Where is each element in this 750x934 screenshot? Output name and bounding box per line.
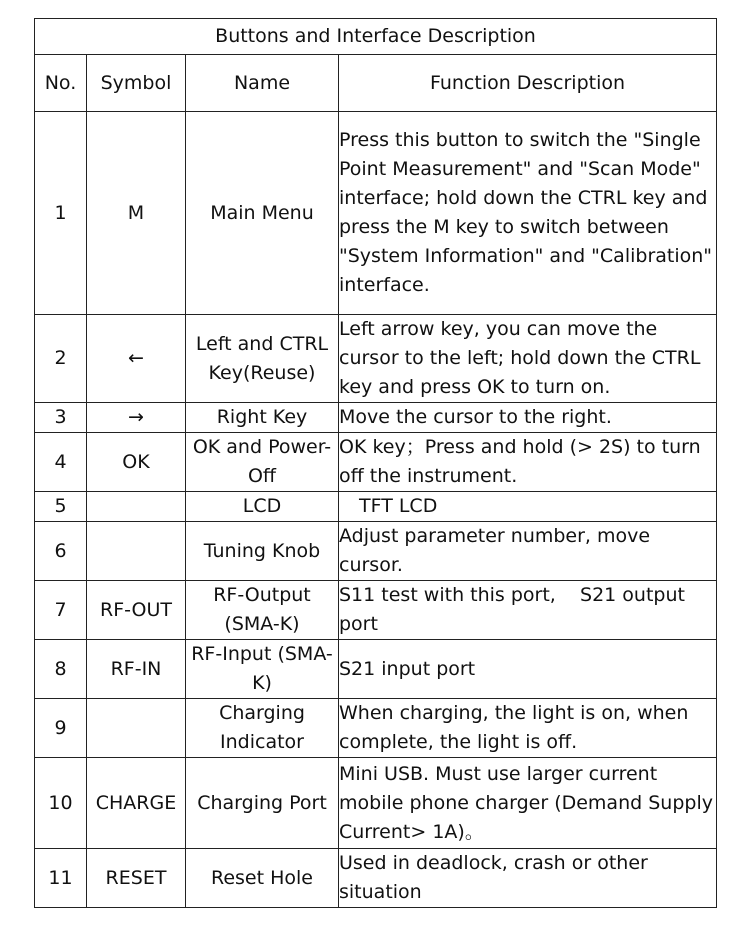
row-name: Tuning Knob (186, 522, 339, 581)
row-description: Used in deadlock, crash or other situation (339, 849, 717, 908)
buttons-interface-table (34, 18, 717, 908)
row-description: Adjust parameter number, move cursor. (339, 522, 717, 581)
row-symbol (87, 522, 186, 581)
row-symbol: RESET (87, 849, 186, 908)
row-symbol: RF-OUT (87, 581, 186, 640)
row-name: Right Key (186, 403, 339, 433)
table-row (35, 315, 717, 403)
left-arrow-icon: ← (87, 315, 186, 403)
row-name: RF-Input (SMA-K) (186, 640, 339, 699)
row-symbol (87, 492, 186, 522)
row-description: Left arrow key, you can move the cursor to the left; hold down the CTRL key and press OK to turn on. (339, 315, 717, 403)
row-description: OK key；Press and hold (> 2S) to turn off the instrument. (339, 433, 717, 492)
table-row (35, 492, 717, 522)
row-no: 5 (35, 492, 87, 522)
row-description: Mini USB. Must use larger current mobile phone charger (Demand Supply Current> 1A)。 (339, 758, 717, 849)
row-name: Left and CTRL Key(Reuse) (186, 315, 339, 403)
row-name: Charging Indicator (186, 699, 339, 758)
row-description: TFT LCD (339, 492, 717, 522)
row-name: RF-Output (SMA-K) (186, 581, 339, 640)
header-no: No. (35, 55, 87, 112)
table-row (35, 403, 717, 433)
table-row (35, 758, 717, 849)
table-row (35, 112, 717, 315)
row-symbol: M (87, 112, 186, 315)
row-no: 2 (35, 315, 87, 403)
header-name: Name (186, 55, 339, 112)
right-arrow-icon: → (87, 403, 186, 433)
table-row (35, 433, 717, 492)
row-no: 3 (35, 403, 87, 433)
row-no: 8 (35, 640, 87, 699)
row-name: Reset Hole (186, 849, 339, 908)
row-no: 4 (35, 433, 87, 492)
row-name: OK and Power-Off (186, 433, 339, 492)
row-description: Press this button to switch the "Single Point Measurement" and "Scan Mode" interface; hold down the CTRL key and press the M key to switch between "System Information" and "Calibration" interface. (339, 112, 717, 315)
row-name: Main Menu (186, 112, 339, 315)
row-symbol: RF-IN (87, 640, 186, 699)
row-no: 6 (35, 522, 87, 581)
row-description: S11 test with this port, S21 output port (339, 581, 717, 640)
header-symbol: Symbol (87, 55, 186, 112)
table-title: Buttons and Interface Description (35, 19, 717, 55)
table-row (35, 581, 717, 640)
row-name: Charging Port (186, 758, 339, 849)
row-symbol (87, 699, 186, 758)
row-no: 7 (35, 581, 87, 640)
row-symbol: OK (87, 433, 186, 492)
row-description: S21 input port (339, 640, 717, 699)
row-symbol: CHARGE (87, 758, 186, 849)
table-row (35, 849, 717, 908)
table-row (35, 522, 717, 581)
row-description: When charging, the light is on, when complete, the light is off. (339, 699, 717, 758)
row-name: LCD (186, 492, 339, 522)
row-no: 11 (35, 849, 87, 908)
header-function-description: Function Description (339, 55, 717, 112)
table-row (35, 640, 717, 699)
row-description: Move the cursor to the right. (339, 403, 717, 433)
row-no: 9 (35, 699, 87, 758)
table-row (35, 699, 717, 758)
row-no: 10 (35, 758, 87, 849)
row-no: 1 (35, 112, 87, 315)
